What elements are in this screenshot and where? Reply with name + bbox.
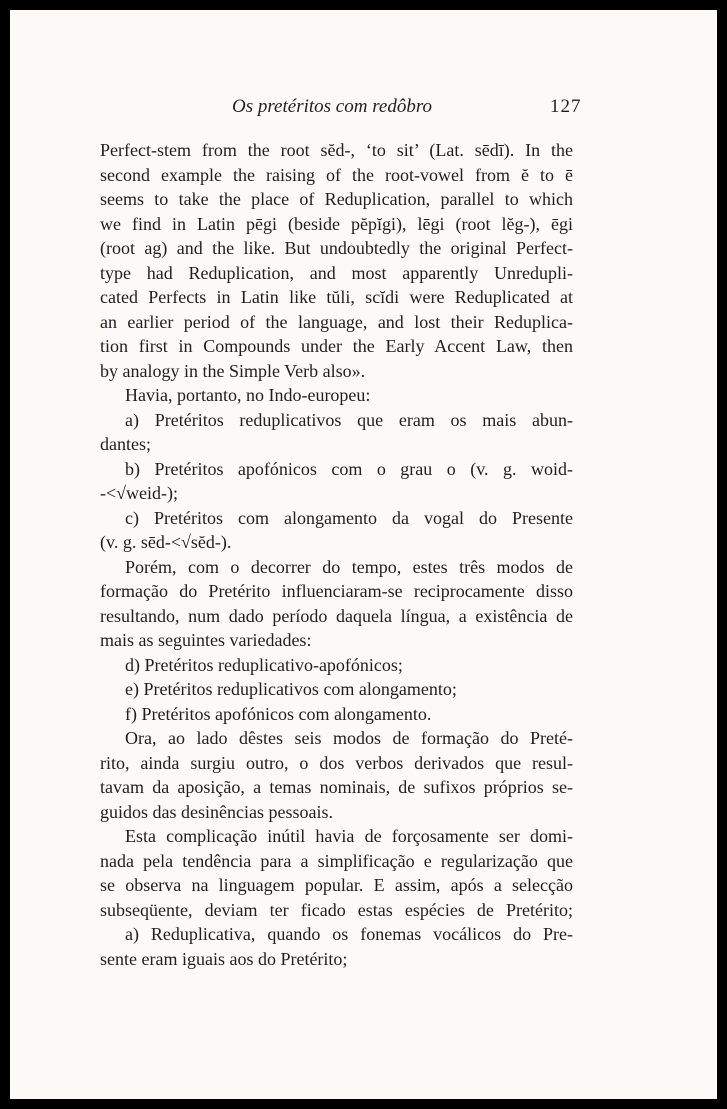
text-line: (v. g. sēd-<√sĕd-). (100, 532, 232, 552)
text-line: b) Pretéritos apofónicos com o grau o (v. g. woid- (125, 458, 573, 479)
text-line: tavam da aposição, a temas nominais, de sufixos próprios se- (100, 777, 573, 797)
text-line: type had Reduplication, and most apparently Unredupli- (100, 262, 573, 283)
text-line: (root ag) and the like. But undoubtedly the original Perfect- (100, 238, 573, 258)
text-line: -<√weid-); (100, 483, 179, 503)
book-page (10, 10, 717, 1099)
text-line: nada pela tendência para a simplificação e regularização que (100, 850, 573, 871)
text-line: resultando, num dado período daquela língua, a existência de (100, 605, 573, 626)
text-line: c) Pretéritos com alongamento da vogal do Presente (125, 507, 573, 528)
text-line: d) Pretéritos reduplicativo-apofónicos; (125, 654, 403, 675)
text-line: e) Pretéritos reduplicativos com alongamento; (125, 679, 457, 699)
text-line: rito, ainda surgiu outro, o dos verbos derivados que resul- (100, 752, 573, 773)
text-line: formação do Pretérito influenciaram-se reciprocamente disso (100, 581, 573, 601)
text-line: mais as seguintes variedades: (100, 630, 312, 650)
text-line: sente eram iguais aos do Pretérito; (100, 948, 348, 969)
text-line: by analogy in the Simple Verb also». (100, 360, 366, 381)
text-line: an earlier period of the language, and lost their Reduplica- (100, 311, 573, 332)
text-line: second example the raising of the root-vowel from ĕ to ē (100, 164, 573, 185)
text-line: seems to take the place of Reduplication, parallel to which (100, 189, 573, 209)
text-line: Ora, ao lado dêstes seis modos de formação do Preté- (125, 728, 573, 748)
text-line: tion first in Compounds under the Early Accent Law, then (100, 336, 573, 356)
text-line: cated Perfects in Latin like tŭli, scĭdi were Reduplicated at (100, 287, 573, 307)
text-line: guidos das desinências pessoais. (100, 801, 333, 822)
body-text (100, 138, 573, 971)
text-line: dantes; (100, 434, 151, 454)
text-line: Havia, portanto, no Indo-europeu: (125, 385, 371, 405)
text-line: Esta complicação inútil havia de forçosamente ser domi- (125, 826, 573, 846)
text-line: se observa na linguagem popular. E assim, após a selecção (100, 875, 573, 895)
text-line: a) Reduplicativa, quando os fonemas vocálicos do Pre- (125, 924, 573, 944)
text-line: f) Pretéritos apofónicos com alongamento. (125, 703, 432, 724)
text-line: Porém, com o decorrer do tempo, estes três modos de (125, 556, 573, 577)
text-line: subseqüente, deviam ter ficado estas espécies de Pretérito; (100, 899, 573, 920)
text-line: a) Pretéritos reduplicativos que eram os mais abun- (125, 409, 573, 430)
page-header (10, 96, 717, 122)
running-title: Os pretéritos com redôbro (232, 96, 433, 117)
text-line: we find in Latin pēgi (beside pĕpĭgi), lēgi (root lĕg-), ēgi (100, 213, 573, 234)
text-line: Perfect-stem from the root sĕd-, ‘to sit’ (Lat. sēdī). In the (100, 140, 573, 160)
page-number: 127 (550, 96, 582, 117)
